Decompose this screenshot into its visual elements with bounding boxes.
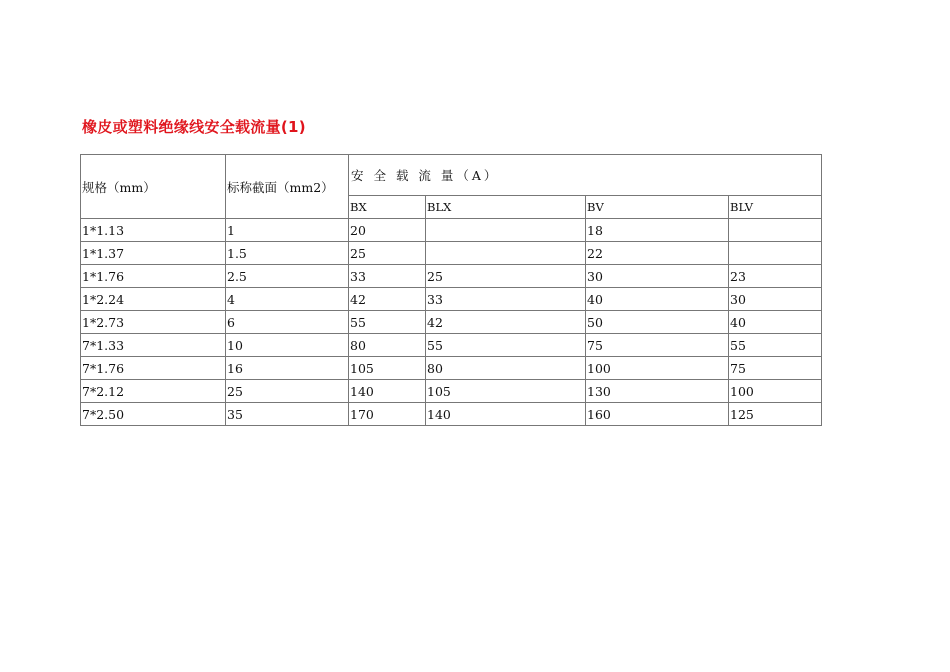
blv-cell: [729, 219, 822, 242]
table-row: [81, 380, 822, 403]
subheader-blx: BLX: [426, 196, 586, 219]
subheader-blv: BLV: [729, 196, 822, 219]
spec-cell: 7*2.50: [81, 403, 226, 426]
cross-section-cell: 10: [226, 334, 349, 357]
table-row: [81, 311, 822, 334]
table-row: [81, 265, 822, 288]
bx-cell: 105: [349, 357, 426, 380]
cross-section-cell: 6: [226, 311, 349, 334]
blv-cell: 40: [729, 311, 822, 334]
bv-cell: 160: [586, 403, 729, 426]
blv-cell: 125: [729, 403, 822, 426]
bx-cell: 20: [349, 219, 426, 242]
spec-cell: 1*1.37: [81, 242, 226, 265]
bx-cell: 80: [349, 334, 426, 357]
subheader-bx: BX: [349, 196, 426, 219]
spec-cell: 7*1.33: [81, 334, 226, 357]
bx-cell: 140: [349, 380, 426, 403]
blv-cell: 23: [729, 265, 822, 288]
spec-column-header: 规格（mm）: [81, 155, 226, 219]
cross-section-cell: 25: [226, 380, 349, 403]
blv-cell: 30: [729, 288, 822, 311]
spec-cell: 1*2.73: [81, 311, 226, 334]
spec-cell: 1*2.24: [81, 288, 226, 311]
blv-cell: 55: [729, 334, 822, 357]
blx-cell: [426, 242, 586, 265]
subheader-bv: BV: [586, 196, 729, 219]
bx-cell: 42: [349, 288, 426, 311]
spec-cell: 7*2.12: [81, 380, 226, 403]
ampacity-group-header: 安 全 载 流 量（A）: [349, 155, 822, 196]
blx-cell: 55: [426, 334, 586, 357]
bx-cell: 170: [349, 403, 426, 426]
ampacity-table: [80, 154, 822, 426]
cross-section-cell: 4: [226, 288, 349, 311]
document-title: 橡皮或塑料绝缘线安全载流量(1): [82, 118, 306, 136]
blv-cell: 100: [729, 380, 822, 403]
bv-cell: 30: [586, 265, 729, 288]
table-row: [81, 357, 822, 380]
blx-cell: 25: [426, 265, 586, 288]
blx-cell: 33: [426, 288, 586, 311]
bx-cell: 25: [349, 242, 426, 265]
bv-cell: 40: [586, 288, 729, 311]
table-row: [81, 288, 822, 311]
bv-cell: 130: [586, 380, 729, 403]
blx-cell: [426, 219, 586, 242]
cross-section-cell: 16: [226, 357, 349, 380]
bv-cell: 100: [586, 357, 729, 380]
cross-section-cell: 35: [226, 403, 349, 426]
blx-cell: 42: [426, 311, 586, 334]
spec-cell: 1*1.76: [81, 265, 226, 288]
cross-section-cell: 1: [226, 219, 349, 242]
cross-section-column-header: 标称截面（mm2）: [226, 155, 349, 219]
table-row: [81, 219, 822, 242]
table-header-row: [81, 155, 822, 196]
blx-cell: 105: [426, 380, 586, 403]
bx-cell: 55: [349, 311, 426, 334]
cross-section-cell: 2.5: [226, 265, 349, 288]
cross-section-cell: 1.5: [226, 242, 349, 265]
table-row: [81, 334, 822, 357]
blv-cell: 75: [729, 357, 822, 380]
spec-cell: 7*1.76: [81, 357, 226, 380]
bx-cell: 33: [349, 265, 426, 288]
bv-cell: 18: [586, 219, 729, 242]
blv-cell: [729, 242, 822, 265]
blx-cell: 80: [426, 357, 586, 380]
bv-cell: 22: [586, 242, 729, 265]
table-row: [81, 242, 822, 265]
table-row: [81, 403, 822, 426]
bv-cell: 75: [586, 334, 729, 357]
bv-cell: 50: [586, 311, 729, 334]
spec-cell: 1*1.13: [81, 219, 226, 242]
table-body: [81, 219, 822, 426]
blx-cell: 140: [426, 403, 586, 426]
